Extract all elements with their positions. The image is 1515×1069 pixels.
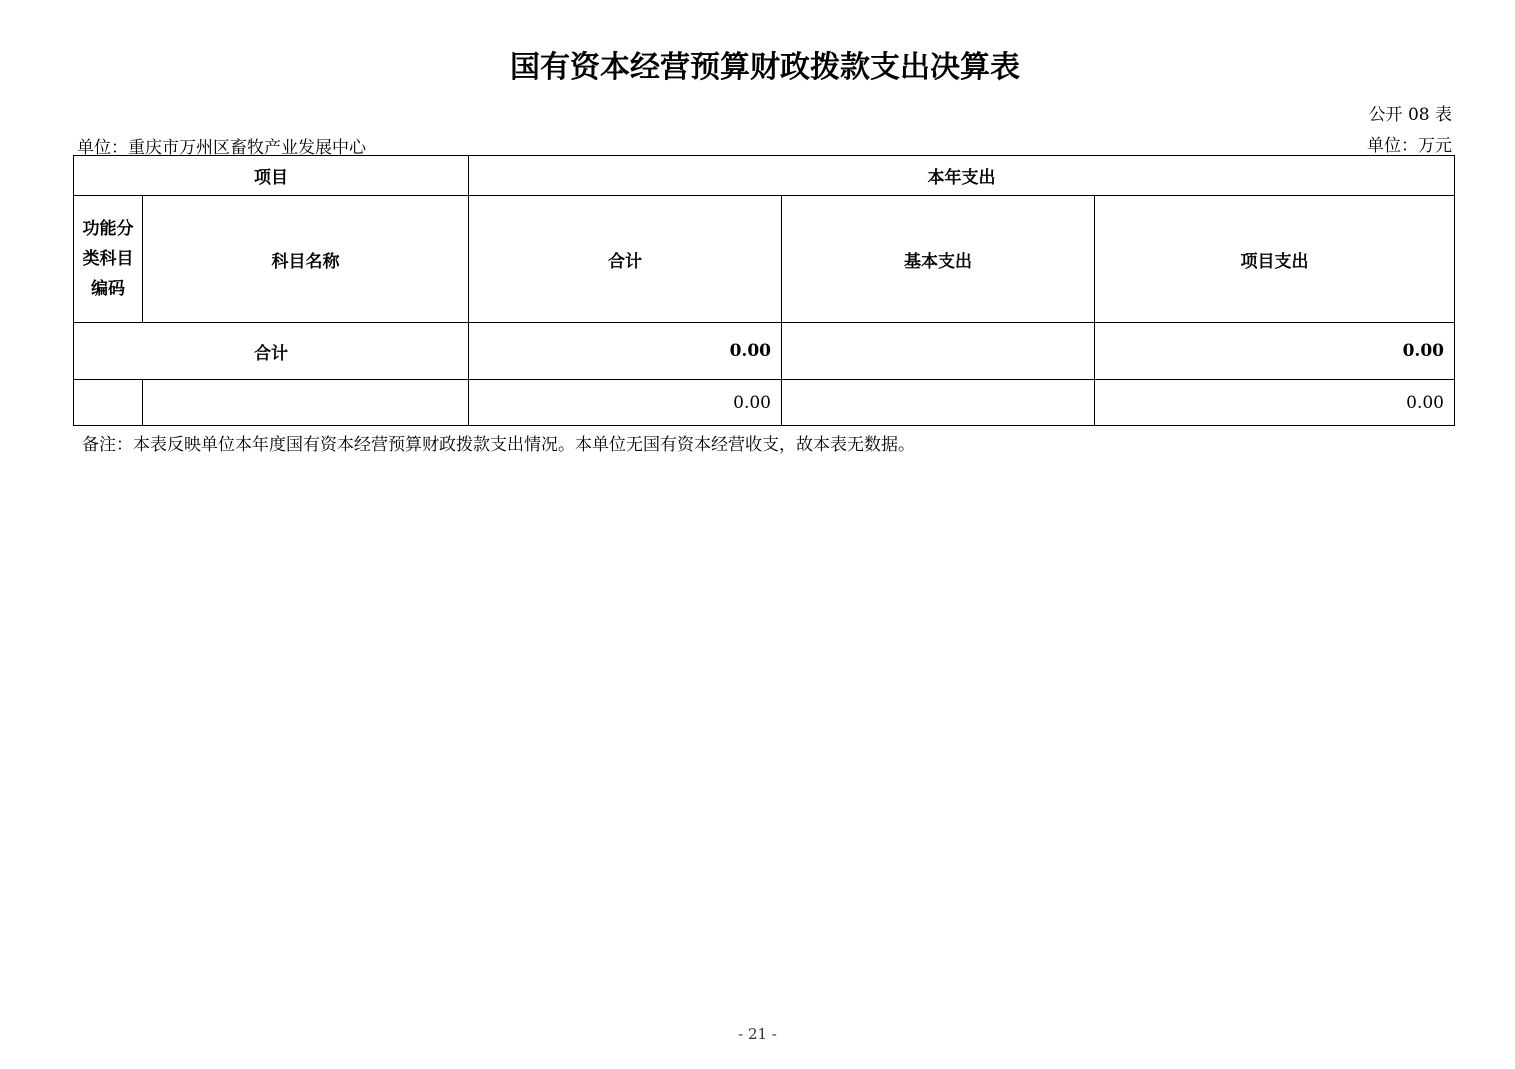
- row-name: [143, 380, 469, 426]
- total-basic: [782, 323, 1095, 380]
- unit-label: 单位：万元: [1367, 136, 1452, 156]
- header-code-line: 功能分: [82, 219, 134, 239]
- row-total: 0.00: [469, 380, 782, 426]
- total-label: 合计: [74, 323, 469, 380]
- header-row-top: [74, 156, 1455, 196]
- header-project: 项目支出: [1095, 196, 1455, 323]
- header-total: 合计: [469, 196, 782, 323]
- row-basic: [782, 380, 1095, 426]
- footnote: 备注：本表反映单位本年度国有资本经营预算财政拨款支出情况。本单位无国有资本经营收支，故本表无数据。: [82, 435, 915, 455]
- expenditure-table: [73, 155, 1455, 426]
- form-number: 公开 08 表: [1368, 105, 1452, 125]
- header-item: 项目: [74, 156, 469, 196]
- total-amount: 0.00: [469, 323, 782, 380]
- total-row: [74, 323, 1455, 380]
- header-row-columns: [74, 196, 1455, 323]
- row-project: 0.00: [1095, 380, 1455, 426]
- header-function-code: [74, 196, 143, 323]
- header-code-line: 编码: [91, 279, 125, 299]
- page-title: 国有资本经营预算财政拨款支出决算表: [510, 50, 1020, 85]
- row-code: [74, 380, 143, 426]
- page-number: - 21 -: [738, 1025, 777, 1043]
- organization-label: 单位：重庆市万州区畜牧产业发展中心: [77, 138, 366, 158]
- header-basic: 基本支出: [782, 196, 1095, 323]
- total-project: 0.00: [1095, 323, 1455, 380]
- header-year-expenditure: 本年支出: [469, 156, 1455, 196]
- header-subject-name: 科目名称: [143, 196, 469, 323]
- table-row: [74, 380, 1455, 426]
- header-code-line: 类科目: [82, 249, 134, 269]
